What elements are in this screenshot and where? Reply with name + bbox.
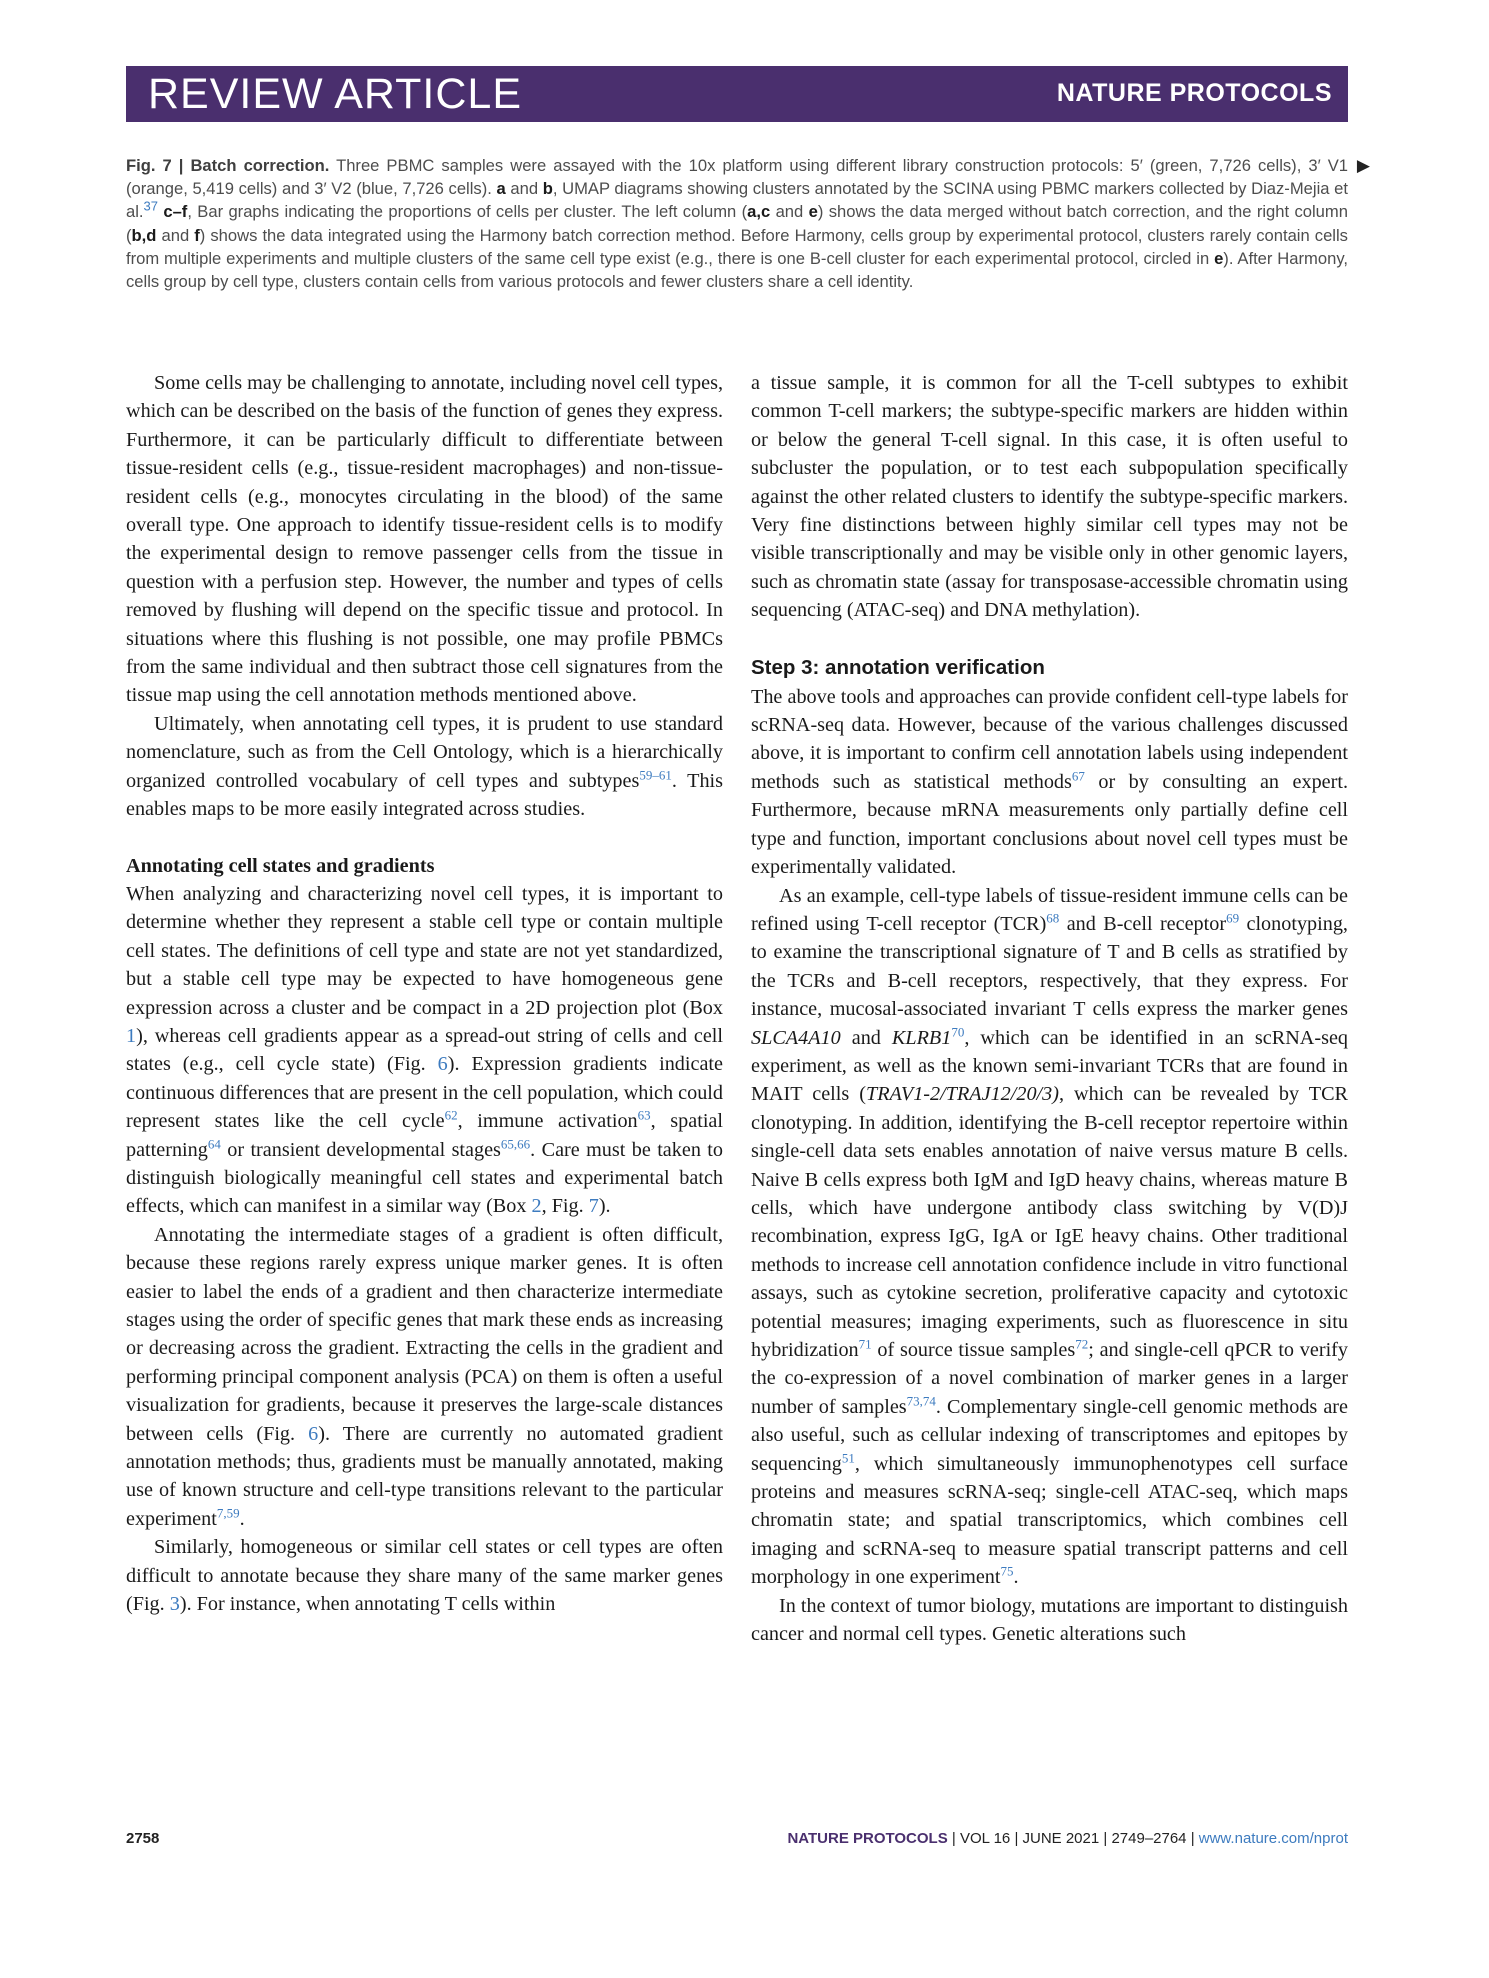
caption-panel-ref: b,d xyxy=(131,225,157,245)
text-run: or by consulting an expert. Furthermore, because mRNA measurements only partially define cell type and function, important conclusions about novel cell types must be experimentally validated. xyxy=(751,770,1349,879)
gene-name: SLCA4A10 xyxy=(751,1026,841,1049)
caption-panel-ref: f xyxy=(194,225,200,245)
paragraph xyxy=(126,1221,723,1533)
right-column xyxy=(751,369,1348,1648)
header-banner xyxy=(126,66,1348,122)
citation-link[interactable]: 75 xyxy=(1000,1563,1014,1579)
citation-link[interactable]: 73,74 xyxy=(906,1393,936,1409)
text-run: ). xyxy=(598,1195,611,1218)
footer-journal-name: NATURE PROTOCOLS xyxy=(787,1830,948,1847)
citation-link[interactable]: 67 xyxy=(1071,768,1085,784)
text-run: ; and single-cell qPCR to verify the co-expression of a novel combination of marker genes in a larger number of samples xyxy=(751,1339,1348,1418)
text-run: clonotyping, to examine the transcriptional signature of T and B cells as stratified by the TCRs and B-cell receptors, respectively, that they express. For instance, mucosal-associated invariant T cells express the marker genes xyxy=(751,912,1348,1021)
text-run: and xyxy=(840,1026,892,1049)
paragraph: a tissue sample, it is common for all the T-cell subtypes to exhibit common T-cell markers; the subtype-specific markers are hidden within or below the general T-cell signal. In this case, it is often useful to subcluster the population, or to test each subpopulation specifically against the other related clusters to identify the subtype-specific markers. Very fine distinctions between highly similar cell types may not be visible transcriptionally and may be visible only in other genomic layers, such as chromatin state (assay for transposase-accessible chromatin using sequencing (ATAC-seq) and DNA methylation). xyxy=(751,372,1348,622)
paragraph: Some cells may be challenging to annotate, including novel cell types, which can be described on the basis of the function of genes they express. Furthermore, it can be particularly difficult to differentiate between tissue-resident cells (e.g., tissue-resident macrophages) and non-tissue-resident cells (e.g., monocytes circulating in the blood) of the same overall type. One approach to identify tissue-resident cells is to modify the experimental design to remove passenger cells from the tissue in question with a perfusion step. However, the number and types of cells removed by flushing will depend on the specific tissue and protocol. In situations where this flushing is not possible, one may profile PBMCs from the same individual and then subtract those cell signatures from the tissue map using the cell annotation methods mentioned above. xyxy=(126,372,723,707)
paragraph xyxy=(126,1533,723,1618)
text-run: ). Expression gradients indicate continuous differences that are present in the cell population, which could represent states like the cell cycle xyxy=(126,1053,723,1133)
caption-label: Fig. 7 | Batch correction. xyxy=(126,156,330,175)
citation-link[interactable]: 70 xyxy=(951,1023,965,1039)
figure-link[interactable]: 6 xyxy=(308,1422,319,1445)
paragraph xyxy=(751,683,1348,882)
subsection-heading: Annotating cell states and gradients xyxy=(126,854,435,877)
caption-text: , Bar graphs indicating the proportions of cells per cluster. The left column ( xyxy=(187,202,748,222)
text-run: . Care must be taken to distinguish biologically meaningful cell states and experimental batch effects, which can manifest in a similar way (Box xyxy=(126,1138,723,1218)
text-run: . This enables maps to be more easily integrated across studies. xyxy=(126,769,723,821)
caption-panel-ref: e xyxy=(808,202,818,222)
caption-text: and xyxy=(775,202,804,222)
paragraph xyxy=(751,882,1348,1592)
caption-panel-ref: a xyxy=(496,179,506,199)
text-run: Similarly, homogeneous or similar cell states or cell types are often difficult to annotate because they share many of the same marker genes (Fig. xyxy=(126,1536,723,1616)
citation-link[interactable]: 37 xyxy=(143,198,158,214)
text-run: When analyzing and characterizing novel cell types, it is important to determine whether they represent a stable cell type or contain multiple cell states. The definitions of cell type and state are not yet standardized, but a stable cell type may be expected to have homogeneous gene expression across a cluster and be compact in a 2D projection plot (Box xyxy=(126,882,723,1019)
caption-text: ) shows the data merged without batch correction, and the right column ( xyxy=(126,202,1348,245)
section-label: REVIEW ARTICLE xyxy=(148,70,523,118)
footer-citation xyxy=(787,1830,1348,1847)
footer-volume-info: | VOL 16 | JUNE 2021 | 2749–2764 | xyxy=(947,1830,1199,1847)
citation-link[interactable]: 65,66 xyxy=(500,1135,531,1151)
box-link[interactable]: 1 xyxy=(126,1024,137,1047)
citation-link[interactable]: 62 xyxy=(444,1107,458,1123)
citation-link[interactable]: 72 xyxy=(1075,1336,1089,1352)
citation-link[interactable]: 69 xyxy=(1226,910,1240,926)
text-run: . Complementary single-cell genomic methods are also useful, such as cellular indexing of transcriptomes and epitopes by sequencing xyxy=(751,1395,1348,1475)
box-link[interactable]: 2 xyxy=(531,1195,542,1218)
text-run: ). There are currently no automated gradient annotation methods; thus, gradients must be manually annotated, making use of known structure and cell-type transitions relevant to the particular experiment xyxy=(126,1422,723,1530)
caption-text: ) shows the data integrated using the Harmony batch correction method. Before Harmony, cells group by experimental protocol, clusters rarely contain cells from multiple experiments and multiple clusters of the same cell type exist (e.g., there is one B-cell cluster for each experimental protocol, circled in xyxy=(126,225,1348,268)
figure-link[interactable]: 7 xyxy=(588,1195,599,1218)
gene-name: TRAV1-2/TRAJ12/20/3) xyxy=(865,1083,1059,1106)
paragraph xyxy=(126,880,723,1221)
citation-link[interactable]: 71 xyxy=(858,1336,872,1352)
text-run: and B-cell receptor xyxy=(1059,912,1227,935)
citation-link[interactable]: 63 xyxy=(637,1107,651,1123)
citation-link[interactable]: 68 xyxy=(1046,910,1060,926)
text-run: or transient developmental stages xyxy=(220,1138,501,1161)
text-run: . xyxy=(1013,1566,1019,1589)
citation-link[interactable]: 59–61 xyxy=(639,766,672,782)
paragraph xyxy=(126,710,723,824)
text-run: , which can be identified in an scRNA-seq experiment, as well as the known semi-invariant TCRs that are found in MAIT cells ( xyxy=(751,1026,1348,1106)
text-run: As an example, cell-type labels of tissue-resident immune cells can be refined using T-cell receptor (TCR) xyxy=(751,884,1348,935)
text-run: ), whereas cell gradients appear as a spread-out string of cells and cell states (e.g., cell cycle state) (Fig. xyxy=(126,1024,723,1076)
citation-link[interactable]: 64 xyxy=(207,1135,221,1151)
text-run: ). For instance, when annotating T cells within xyxy=(179,1593,556,1616)
caption-text: Three PBMC samples were assayed with the 10x platform using different library construction protocols: 5′ (green, 7,726 cells), 3′ V1 (orange, 5,419 cells) and 3′ V2 (blue, 7,726 cells). xyxy=(126,156,1348,199)
page-number: 2758 xyxy=(126,1830,160,1847)
text-run: of source tissue samples xyxy=(871,1339,1076,1361)
left-column xyxy=(126,369,723,1618)
citation-link[interactable]: 7,59 xyxy=(216,1505,240,1521)
text-run: The above tools and approaches can provide confident cell-type labels for scRNA-seq data. However, because of the various challenges discussed above, it is important to confirm cell annotation labels using independent methods such as statistical methods xyxy=(751,685,1348,793)
caption-text: and xyxy=(161,225,190,245)
caption-panel-ref: c–f xyxy=(163,202,188,222)
caption-text: and xyxy=(510,179,539,199)
journal-label: NATURE PROTOCOLS xyxy=(1056,79,1332,107)
figure-caption xyxy=(126,154,1370,293)
text-run: , Fig. xyxy=(541,1195,589,1218)
section-heading: Step 3: annotation verification xyxy=(751,655,1045,679)
citation-link[interactable]: 51 xyxy=(841,1449,855,1465)
caption-text: ). After Harmony, cells group by cell type, clusters contain cells from various protocols and fewer clusters share a cell identity. xyxy=(126,248,1348,292)
caption-continue-arrow-icon: ▶ xyxy=(1356,156,1370,175)
caption-panel-ref: e xyxy=(1214,248,1224,268)
caption-panel-ref: a,c xyxy=(747,202,771,222)
figure-link[interactable]: 6 xyxy=(437,1053,448,1076)
paragraph: In the context of tumor biology, mutations are important to distinguish cancer and normal cell types. Genetic alterations such xyxy=(751,1594,1348,1646)
text-run: , which can be revealed by TCR clonotyping. In addition, identifying the B-cell receptor repertoire within single-cell data sets enables annotation of naive versus mature B cells. Naive B cells express both IgM and IgD heavy chains, whereas mature B cells, which have undergone antibody class switching by V(D)J recombination, express IgG, IgA or IgE heavy chains. Other traditional methods to increase cell annotation confidence include in vitro functional assays, such as cytokine secretion, proliferative capacity and cytotoxic potential measures; imaging experiments, such as fluorescence in situ hybridization xyxy=(751,1083,1348,1361)
caption-text: , UMAP diagrams showing clusters annotated by the SCINA using PBMC markers collected by Diaz-Mejia et al. xyxy=(126,179,1348,222)
text-run: Annotating the intermediate stages of a gradient is often difficult, because these regions rarely express unique marker genes. It is often easier to label the ends of a gradient and then characterize intermediate stages using the order of specific genes that mark these ends as increasing or decreasing across the gradient. Extracting the cells in the gradient and performing principal component analysis (PCA) on them is often a useful visualization for gradients, because it preserves the large-scale distances between cells (Fig. xyxy=(126,1223,723,1445)
figure-link[interactable]: 3 xyxy=(169,1593,180,1616)
caption-panel-ref: b xyxy=(542,179,553,199)
journal-url-link[interactable]: www.nature.com/nprot xyxy=(1198,1830,1348,1847)
text-run: , spatial patterning xyxy=(126,1110,724,1161)
gene-name: KLRB1 xyxy=(891,1026,952,1049)
text-run: Ultimately, when annotating cell types, it is prudent to use standard nomenclature, such as from the Cell Ontology, which is a hierarchically organized controlled vocabulary of cell types and subtypes xyxy=(126,712,723,792)
text-run: . xyxy=(239,1507,245,1530)
text-run: , which simultaneously immunophenotypes cell surface proteins and measures scRNA-seq; single-cell ATAC-seq, which maps chromatin state; and spatial transcriptomics, which combines cell imaging and scRNA-seq to measure spatial transcript patterns and cell morphology in one experiment xyxy=(751,1452,1348,1589)
text-run: , immune activation xyxy=(457,1110,638,1133)
